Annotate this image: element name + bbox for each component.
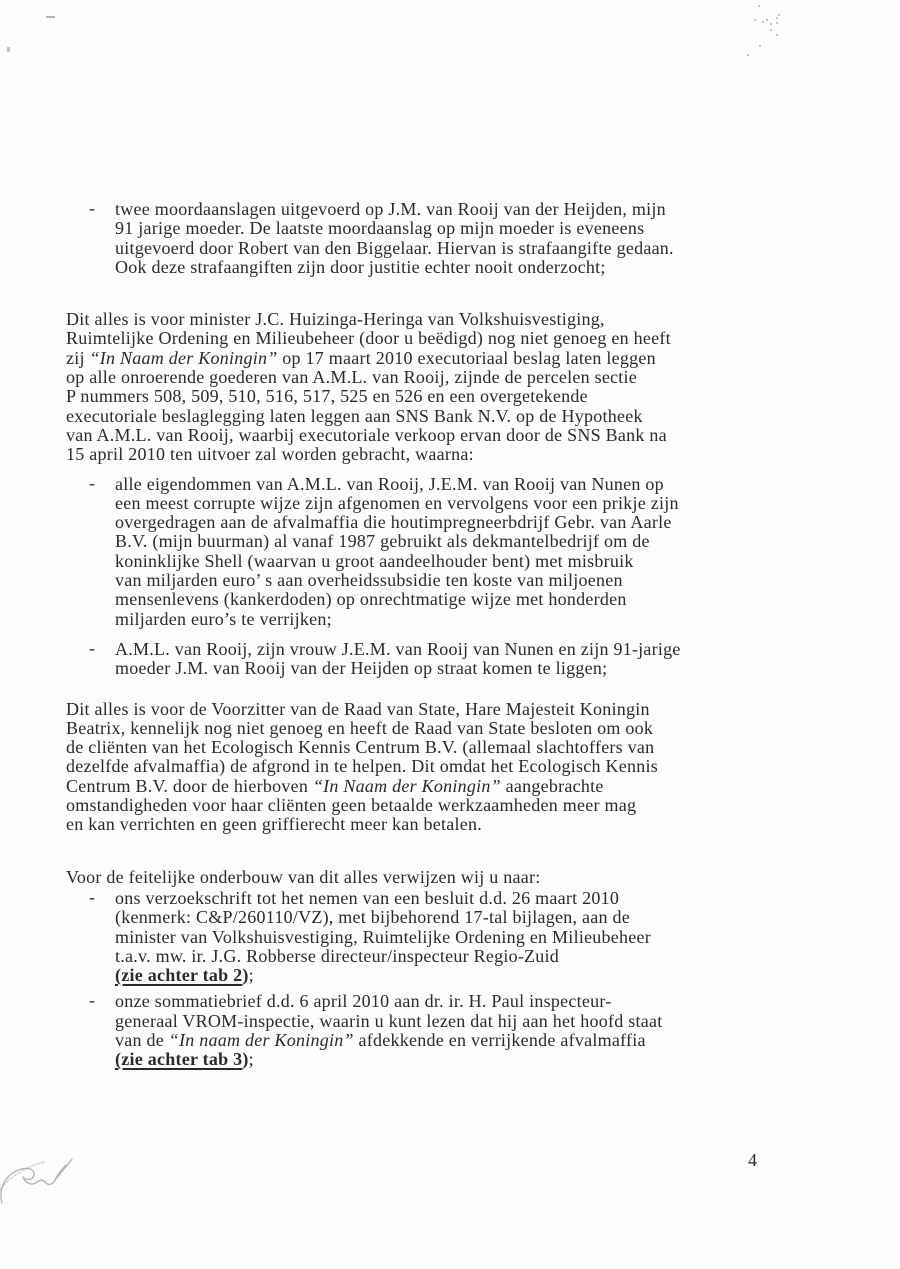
text-line [115,928,856,947]
block-content [115,475,856,629]
block-content [66,310,856,464]
text-line [115,590,856,609]
bullet-item [66,637,856,679]
text-line [115,552,856,571]
page-number: 4 [748,1150,757,1170]
block-content [115,200,856,277]
text-run: P nummers 508, 509, 510, 516, 517, 525 en 526 en een overgetekende [66,386,588,407]
block-content [115,640,856,679]
block-content [115,889,856,985]
paragraph [66,868,856,887]
bullet-item [66,992,856,1069]
text-run: onze sommatiebrief d.d. 6 april 2010 aan dr. ir. H. Paul inspecteur- [115,991,612,1012]
bullet-item [66,886,856,986]
text-run: mensenlevens (kankerdoden) op onrechtmatige wijze met honderden [115,589,627,610]
emphasis-text: ) [242,1049,249,1070]
text-run: Beatrix, kennelijk nog niet genoeg en heeft de Raad van State besloten om ook [66,717,654,738]
text-run: van miljarden euro’ s aan overheidssubsidie ten koste van miljoenen [115,570,623,591]
italic-text: “In naam der Koningin” [168,1029,354,1050]
text-line [115,475,856,494]
text-run: overgedragen aan de afvalmaffia die houtimpregneerbdrijf Gebr. van Aarle [115,512,672,533]
text-line [115,258,856,277]
block-content [115,992,856,1069]
bullet-marker: - [89,472,96,493]
scan-artifact [46,16,55,18]
text-line [66,868,856,887]
text-run: alle eigendommen van A.M.L. van Rooij, J.E.M. van Rooij van Nunen op [115,473,664,494]
block-content [66,700,856,835]
bullet-item [66,472,856,629]
text-run: van de [115,1029,169,1050]
text-line [66,815,856,834]
text-run: twee moordaanslagen uitgevoerd op J.M. van Rooij van der Heijden, mijn [115,199,666,219]
bullet-marker: - [89,198,96,218]
text-run: (kenmerk: C&P/260110/VZ), met bijbehorend 17-tal bijlagen, aan de [115,907,630,928]
emphasis-text: (zie achter tab 2 [115,965,243,986]
text-run: aangebrachte [500,775,604,796]
text-run: 15 april 2010 ten uitvoer zal worden gebracht, waarna: [66,444,474,465]
text-line [115,513,856,532]
text-line [66,796,856,815]
bullet-item [66,200,856,277]
text-line [115,200,856,219]
text-run: omstandigheden voor haar cliënten geen betaalde werkzaamheden meer mag [66,795,637,816]
text-run: Ruimtelijke Ordening en Milieubeheer (door u beëdigd) nog niet genoeg en heeft [66,328,671,349]
text-run: en kan verrichten en geen griffierecht meer kan betalen. [66,814,482,835]
text-line [115,494,856,513]
italic-text: “In Naam der Koningin” [312,775,501,796]
text-line [115,908,856,927]
text-run: 91 jarige moeder. De laatste moordaanslag op mijn moeder is eveneens [115,218,645,239]
text-run: uitgevoerd door Robert van den Biggelaar. Hiervan is strafaangifte gedaan. [115,237,674,258]
text-line [66,738,856,757]
text-line [66,407,856,426]
emphasis-text: ) [242,965,249,986]
bullet-marker: - [89,637,96,658]
text-run: Voor de feitelijke onderbouw van dit alles verwijzen wij u naar: [66,866,541,887]
text-line [115,219,856,238]
paragraph [66,310,856,464]
text-run: B.V. (mijn buurman) al vanaf 1987 gebruikt als dekmantelbedrijf om de [115,531,650,552]
scan-artifact [7,47,10,52]
text-line [115,947,856,966]
text-run: van A.M.L. van Rooij, waarbij executoriale verkoop ervan door de SNS Bank na [66,424,667,445]
italic-text: “In Naam der Koningin” [89,347,278,368]
block-content [66,868,856,887]
text-run: Dit alles is voor de Voorzitter van de Raad van State, Hare Majesteit Koningin [66,698,650,719]
text-run: op 17 maart 2010 executoriaal beslag laten leggen [277,347,656,368]
text-run: Ook deze strafaangiften zijn door justitie echter nooit onderzocht; [115,256,606,277]
text-run: ; [248,965,254,986]
text-run: t.a.v. mw. ir. J.G. Robberse directeur/inspecteur Regio-Zuid [115,945,560,966]
text-line [115,889,856,908]
text-line [115,659,856,678]
text-run: op alle onroerende goederen van A.M.L. van Rooij, zijnde de percelen sectie [66,367,638,388]
text-run: dezelfde afvalmaffia) de afgrond in te helpen. Dit omdat het Ecologisch Kennis [66,756,658,777]
text-run: moeder J.M. van Rooij van der Heijden op straat komen te liggen; [115,658,608,679]
text-line [66,310,856,329]
text-run: A.M.L. van Rooij, zijn vrouw J.E.M. van Rooij van Nunen en zijn 91-jarige [115,638,681,659]
text-line [115,640,856,659]
emphasis-text: (zie achter tab 3 [115,1049,243,1070]
text-line [115,1050,856,1069]
text-run: generaal VROM-inspectie, waarin u kunt lezen dat hij aan het hoofd staat [115,1010,663,1031]
text-line [115,571,856,590]
signature-scribble [0,1155,90,1217]
bullet-marker: - [89,886,96,907]
bullet-marker: - [89,990,96,1011]
text-line [66,777,856,796]
text-line [115,239,856,258]
text-line [66,719,856,738]
text-line [66,387,856,406]
text-line [115,1012,856,1031]
text-line [66,426,856,445]
text-run: afdekkende en verrijkende afvalmaffia [353,1029,646,1050]
text-line [66,368,856,387]
text-line [66,445,856,464]
text-run: de cliënten van het Ecologisch Kennis Centrum B.V. (allemaal slachtoffers van [66,737,655,758]
text-line [66,700,856,719]
text-line [66,349,856,368]
text-run: Dit alles is voor minister J.C. Huizinga-Heringa van Volkshuisvestiging, [66,309,605,330]
text-run: executoriale beslaglegging laten leggen aan SNS Bank N.V. op de Hypotheek [66,405,643,426]
paragraph [66,700,856,835]
text-run: Centrum B.V. door de hierboven [66,775,313,796]
text-line [115,610,856,629]
text-line [115,532,856,551]
text-run: zij [66,347,90,368]
text-run: miljarden euro’s te verrijken; [115,608,332,629]
text-run: een meest corrupte wijze zijn afgenomen en vervolgens voor een prikje zijn [115,492,679,513]
text-line [115,992,856,1011]
document-body [66,200,856,1070]
text-run: minister van Volkshuisvestiging, Ruimtelijke Ordening en Milieubeheer [115,926,652,947]
text-run: koninklijke Shell (waarvan u groot aandeelhouder bent) met misbruik [115,550,634,571]
text-run: ; [248,1049,254,1070]
text-line [115,966,856,985]
text-run: ons verzoekschrift tot het nemen van een besluit d.d. 26 maart 2010 [115,887,620,908]
text-line [66,757,856,776]
text-line [66,329,856,348]
text-line [115,1031,856,1050]
